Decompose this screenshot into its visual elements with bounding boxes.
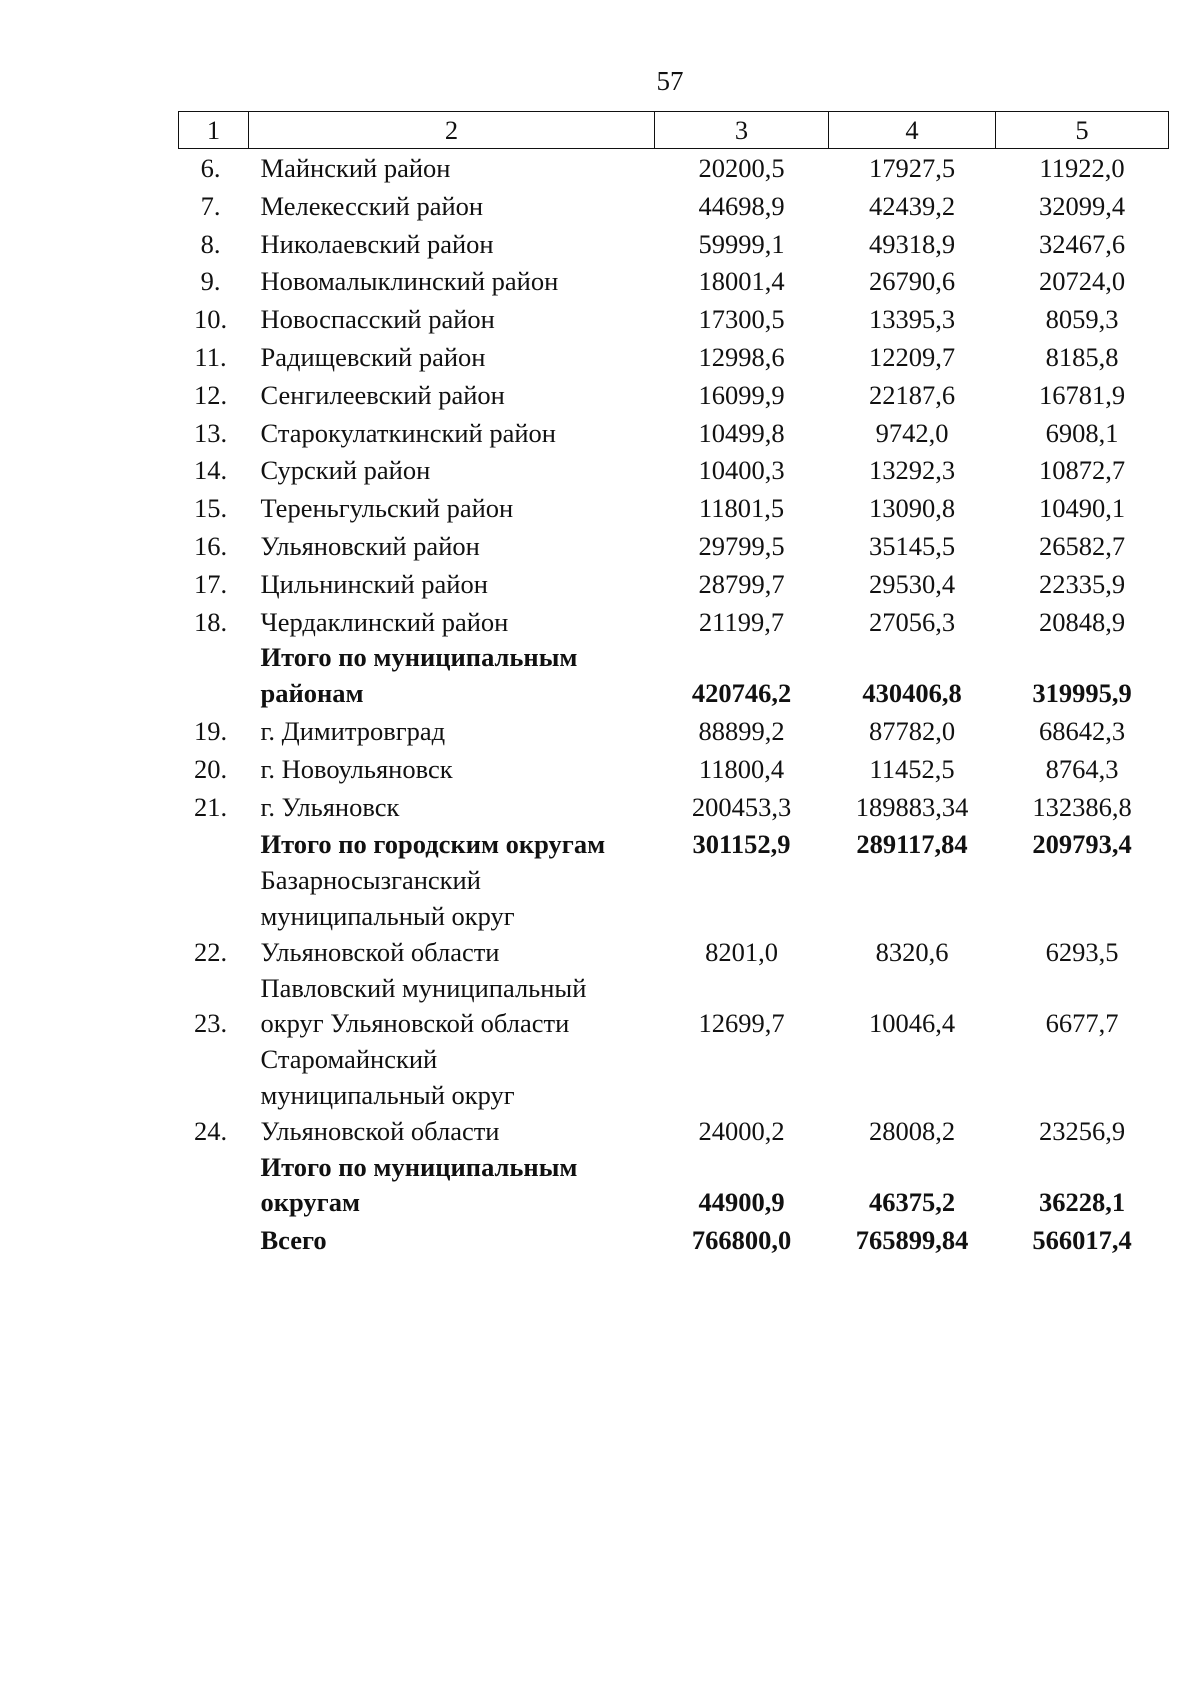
value-col-5: 8764,3 bbox=[1045, 753, 1119, 784]
row-number bbox=[179, 640, 249, 712]
value-col-4: 17927,5 bbox=[868, 153, 956, 183]
table-row bbox=[179, 565, 1169, 603]
value-col-4: 12209,7 bbox=[868, 341, 956, 372]
value-col-4: 22187,6 bbox=[868, 379, 956, 410]
row-number bbox=[179, 1150, 249, 1222]
budget-table bbox=[178, 111, 1169, 1259]
row-name: Старокулаткинский район bbox=[260, 417, 556, 448]
table-row bbox=[179, 788, 1169, 826]
header-cell-4: 4 bbox=[829, 112, 996, 149]
value-col-4: 13292,3 bbox=[868, 455, 956, 486]
total-row bbox=[179, 1150, 1169, 1222]
value-col-4: 13090,8 bbox=[868, 493, 956, 524]
row-number bbox=[179, 825, 249, 863]
table-row bbox=[179, 338, 1169, 376]
value-col-4: 27056,3 bbox=[868, 606, 956, 637]
value-col-4: 13395,3 bbox=[868, 304, 956, 335]
value-col-3: 59999,1 bbox=[698, 228, 785, 259]
row-name: г. Новоульяновск bbox=[260, 753, 453, 784]
row-name: Базарносызганский муниципальный округ Ульяновской области bbox=[260, 865, 515, 967]
row-number: 23. bbox=[193, 1008, 228, 1039]
value-col-3: 17300,5 bbox=[698, 304, 785, 335]
table-row bbox=[179, 262, 1169, 300]
total-row bbox=[179, 825, 1169, 863]
value-col-4: 11452,5 bbox=[869, 753, 955, 784]
value-col-3: 12998,6 bbox=[698, 341, 785, 372]
row-name: Павловский муниципальный округ Ульяновской области bbox=[260, 972, 587, 1039]
value-col-3: 16099,9 bbox=[698, 379, 785, 410]
row-name: Итого по муниципальным округам bbox=[260, 1151, 578, 1218]
row-name: г. Ульяновск bbox=[260, 791, 400, 822]
row-name: г. Димитровград bbox=[260, 715, 446, 746]
table-row bbox=[179, 376, 1169, 414]
row-name: Ульяновский район bbox=[260, 530, 480, 561]
row-name: Старомайнский муниципальный округ Ульяновской области bbox=[260, 1044, 515, 1146]
value-col-5: 32467,6 bbox=[1038, 228, 1126, 259]
value-col-5: 209793,4 bbox=[1032, 829, 1132, 860]
row-number: 7. bbox=[200, 190, 221, 221]
table-row bbox=[179, 603, 1169, 641]
table-row bbox=[179, 712, 1169, 750]
row-name: Новоспасский район bbox=[260, 304, 495, 335]
row-number: 21. bbox=[193, 791, 228, 822]
value-col-4: 765899,84 bbox=[855, 1225, 969, 1256]
value-col-3: 420746,2 bbox=[691, 678, 792, 709]
value-col-5: 8185,8 bbox=[1045, 341, 1119, 372]
value-col-4: 289117,84 bbox=[856, 829, 968, 860]
value-col-4: 42439,2 bbox=[868, 190, 956, 221]
value-col-3: 301152,9 bbox=[692, 829, 791, 860]
row-number: 19. bbox=[193, 715, 228, 746]
row-name: Итого по городским округам bbox=[260, 829, 606, 860]
value-col-5: 32099,4 bbox=[1038, 190, 1126, 221]
value-col-5: 36228,1 bbox=[1038, 1187, 1126, 1218]
table-row bbox=[179, 863, 1169, 970]
value-col-3: 28799,7 bbox=[698, 568, 785, 599]
table-row bbox=[179, 414, 1169, 452]
value-col-5: 20724,0 bbox=[1038, 266, 1126, 297]
value-col-4: 430406,8 bbox=[862, 678, 962, 709]
value-col-4: 10046,4 bbox=[868, 1008, 956, 1039]
row-name: Радищевский район bbox=[260, 341, 486, 372]
value-col-4: 9742,0 bbox=[875, 417, 949, 448]
value-col-5: 8059,3 bbox=[1045, 304, 1119, 335]
value-col-3: 200453,3 bbox=[691, 791, 792, 822]
value-col-5: 6293,5 bbox=[1045, 936, 1119, 967]
value-col-3: 20200,5 bbox=[698, 153, 785, 183]
value-col-3: 766800,0 bbox=[691, 1225, 792, 1256]
row-number: 14. bbox=[193, 455, 228, 486]
value-col-3: 44900,9 bbox=[698, 1187, 785, 1218]
row-number: 8. bbox=[200, 228, 221, 259]
value-col-3: 12699,7 bbox=[698, 1008, 785, 1039]
value-col-5: 566017,4 bbox=[1032, 1225, 1132, 1256]
value-col-3: 8201,0 bbox=[705, 936, 778, 967]
row-name: Чердаклинский район bbox=[260, 606, 509, 637]
row-name: Итого по муниципальным районам bbox=[260, 642, 578, 709]
row-name: Тереньгульский район bbox=[260, 493, 514, 524]
total-row bbox=[179, 1221, 1169, 1259]
table-header bbox=[179, 112, 1169, 149]
row-number: 6. bbox=[200, 153, 221, 183]
row-number: 12. bbox=[193, 379, 228, 410]
value-col-5: 6908,1 bbox=[1045, 417, 1119, 448]
header-cell-5: 5 bbox=[996, 112, 1169, 149]
table-row bbox=[179, 149, 1169, 187]
value-col-5: 10490,1 bbox=[1038, 493, 1126, 524]
value-col-5: 11922,0 bbox=[1039, 153, 1125, 183]
value-col-4: 35145,5 bbox=[868, 530, 956, 561]
table-row bbox=[179, 750, 1169, 788]
value-col-4: 28008,2 bbox=[868, 1115, 956, 1146]
row-name: Николаевский район bbox=[260, 228, 494, 259]
table-row bbox=[179, 971, 1169, 1043]
table-row bbox=[179, 451, 1169, 489]
value-col-4: 49318,9 bbox=[868, 228, 956, 259]
row-name: Новомалыклинский район bbox=[260, 266, 559, 297]
table-row bbox=[179, 225, 1169, 263]
row-number: 15. bbox=[193, 493, 228, 524]
row-number: 16. bbox=[193, 530, 228, 561]
value-col-3: 18001,4 bbox=[698, 266, 785, 297]
value-col-4: 189883,34 bbox=[855, 791, 969, 822]
table-row bbox=[179, 489, 1169, 527]
table-body bbox=[179, 149, 1169, 1259]
row-name: Сурский район bbox=[260, 455, 431, 486]
row-number: 18. bbox=[193, 606, 228, 637]
row-number bbox=[179, 1221, 249, 1259]
row-number: 11. bbox=[194, 341, 227, 372]
value-col-5: 319995,9 bbox=[1032, 678, 1132, 709]
row-number: 20. bbox=[193, 753, 228, 784]
table-row bbox=[179, 1042, 1169, 1149]
value-col-4: 8320,6 bbox=[875, 936, 949, 967]
value-col-4: 26790,6 bbox=[868, 266, 956, 297]
row-number: 10. bbox=[193, 304, 228, 335]
value-col-5: 10872,7 bbox=[1038, 455, 1126, 486]
header-cell-1: 1 bbox=[179, 112, 249, 149]
value-col-3: 21199,7 bbox=[698, 606, 785, 637]
row-name: Цильнинский район bbox=[260, 568, 488, 599]
row-number: 22. bbox=[193, 936, 228, 967]
row-name: Майнский район bbox=[260, 153, 451, 183]
header-cell-2: 2 bbox=[249, 112, 655, 149]
total-row bbox=[179, 640, 1169, 712]
row-number: 24. bbox=[193, 1115, 228, 1146]
value-col-5: 20848,9 bbox=[1038, 606, 1126, 637]
value-col-5: 26582,7 bbox=[1038, 530, 1126, 561]
value-col-5: 23256,9 bbox=[1038, 1115, 1126, 1146]
row-number: 13. bbox=[193, 417, 228, 448]
row-name: Мелекесский район bbox=[260, 190, 484, 221]
row-number: 17. bbox=[193, 568, 228, 599]
row-name: Всего bbox=[260, 1225, 327, 1256]
value-col-3: 88899,2 bbox=[698, 715, 785, 746]
value-col-5: 132386,8 bbox=[1032, 791, 1132, 822]
row-name: Сенгилеевский район bbox=[260, 379, 505, 410]
value-col-3: 11800,4 bbox=[698, 753, 785, 784]
table-row bbox=[179, 527, 1169, 565]
value-col-5: 16781,9 bbox=[1038, 379, 1126, 410]
page-number: 57 bbox=[656, 66, 684, 96]
value-col-4: 87782,0 bbox=[868, 715, 956, 746]
table-row bbox=[179, 300, 1169, 338]
value-col-3: 11801,5 bbox=[698, 493, 785, 524]
header-cell-3: 3 bbox=[655, 112, 829, 149]
value-col-3: 10400,3 bbox=[698, 455, 785, 486]
value-col-5: 6677,7 bbox=[1045, 1008, 1119, 1039]
value-col-3: 24000,2 bbox=[698, 1115, 785, 1146]
value-col-3: 29799,5 bbox=[698, 530, 785, 561]
value-col-3: 10499,8 bbox=[698, 417, 785, 448]
value-col-5: 22335,9 bbox=[1038, 568, 1126, 599]
row-number: 9. bbox=[200, 266, 221, 297]
value-col-4: 29530,4 bbox=[868, 568, 956, 599]
header-row bbox=[179, 112, 1169, 149]
value-col-4: 46375,2 bbox=[868, 1187, 956, 1218]
table-row bbox=[179, 187, 1169, 225]
value-col-3: 44698,9 bbox=[698, 190, 785, 221]
value-col-5: 68642,3 bbox=[1038, 715, 1126, 746]
